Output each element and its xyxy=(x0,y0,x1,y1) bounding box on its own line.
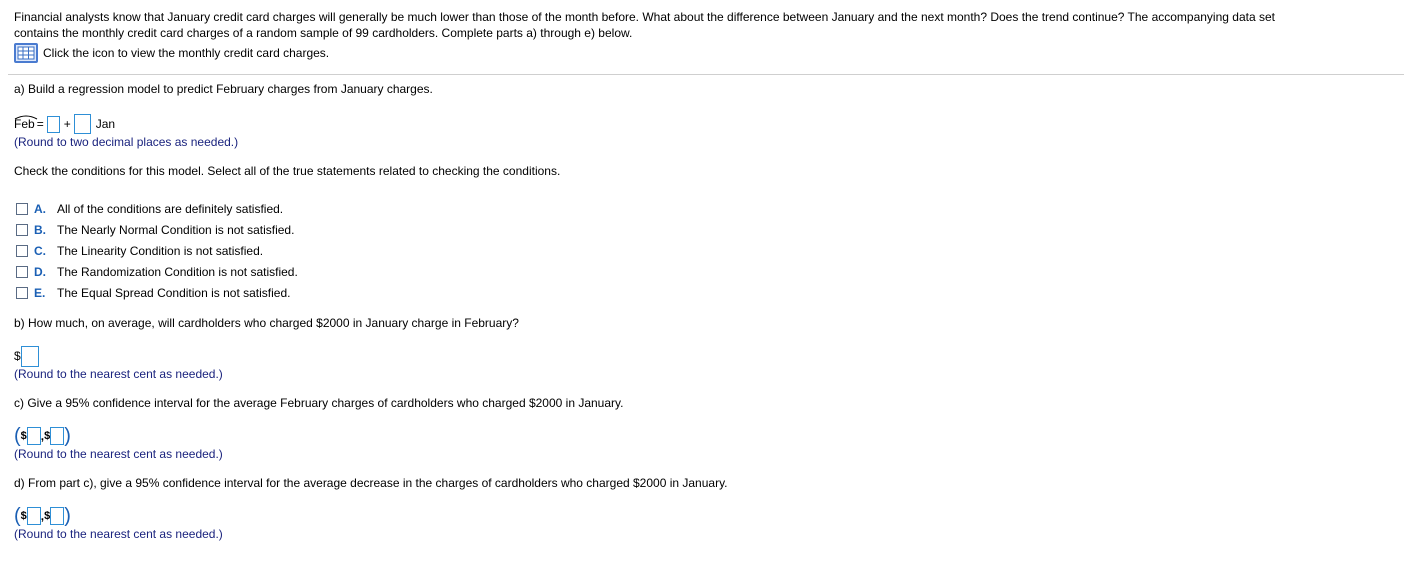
option-e-checkbox[interactable] xyxy=(16,287,28,299)
intro-line-1: Financial analysts know that January credit card charges will generally be much lower than those of the month before. What about the difference between January and the next month? Does the trend continue? The accompanying data set xyxy=(14,10,1275,24)
dollar-sign-upper: $ xyxy=(44,430,51,442)
intro-line-2: contains the monthly credit card charges of a random sample of 99 cardholders. Complete parts a) through e) below. xyxy=(14,26,633,40)
option-c-checkbox[interactable] xyxy=(16,245,28,257)
close-paren: ) xyxy=(64,425,71,447)
option-c-letter: C. xyxy=(34,244,46,258)
dollar-sign-upper: $ xyxy=(44,510,51,522)
slope-input[interactable] xyxy=(74,114,91,134)
option-c-text: The Linearity Condition is not satisfied. xyxy=(57,244,264,258)
hat-icon xyxy=(14,114,38,120)
option-e-letter: E. xyxy=(34,286,46,300)
option-b-checkbox[interactable] xyxy=(16,224,28,236)
option-b-letter: B. xyxy=(34,223,46,237)
option-a-text: All of the conditions are definitely satisfied. xyxy=(57,202,284,216)
option-d-checkbox[interactable] xyxy=(16,266,28,278)
conditions-prompt: Check the conditions for this model. Select all of the true statements related to checking the conditions. xyxy=(14,164,561,178)
data-table-icon[interactable] xyxy=(14,43,38,63)
open-paren: ( xyxy=(14,425,21,447)
section-divider xyxy=(8,74,1404,75)
option-b-text: The Nearly Normal Condition is not satisfied. xyxy=(57,223,295,237)
part-c-round-note: (Round to the nearest cent as needed.) xyxy=(14,447,223,461)
part-b-round-note: (Round to the nearest cent as needed.) xyxy=(14,367,223,381)
dollar-sign: $ xyxy=(14,349,21,363)
comma: , xyxy=(40,429,45,443)
dollar-sign-lower: $ xyxy=(20,510,27,522)
part-d-round-note: (Round to the nearest cent as needed.) xyxy=(14,527,223,541)
dollar-sign-lower: $ xyxy=(20,430,27,442)
close-paren: ) xyxy=(64,505,71,527)
regression-equation xyxy=(14,114,115,134)
part-d-interval-row xyxy=(14,505,71,527)
jan-label: Jan xyxy=(95,117,116,131)
option-d-text: The Randomization Condition is not satisfied. xyxy=(57,265,298,279)
part-c-question: c) Give a 95% confidence interval for the average February charges of cardholders who charged $2000 in January. xyxy=(14,396,624,410)
plus-sign: + xyxy=(63,117,71,131)
option-a-letter: A. xyxy=(34,202,46,216)
part-b-question: b) How much, on average, will cardholders who charged $2000 in January charge in February? xyxy=(14,316,519,330)
part-a-round-note: (Round to two decimal places as needed.) xyxy=(14,135,239,149)
part-b-answer-row xyxy=(14,345,39,367)
option-d-letter: D. xyxy=(34,265,46,279)
intercept-input[interactable] xyxy=(47,116,60,133)
feb-hat-label: Feb xyxy=(14,117,35,131)
part-c-upper-input[interactable] xyxy=(50,427,64,445)
part-d-question: d) From part c), give a 95% confidence interval for the average decrease in the charges of cardholders who charged $2000 in January. xyxy=(14,476,728,490)
part-c-interval-row xyxy=(14,425,71,447)
part-d-lower-input[interactable] xyxy=(27,507,41,525)
part-a-question: a) Build a regression model to predict February charges from January charges. xyxy=(14,82,433,96)
part-c-lower-input[interactable] xyxy=(27,427,41,445)
option-e-text: The Equal Spread Condition is not satisfied. xyxy=(57,286,291,300)
view-data-link-text[interactable]: Click the icon to view the monthly credit card charges. xyxy=(43,46,330,60)
part-b-answer-input[interactable] xyxy=(21,346,39,367)
part-d-upper-input[interactable] xyxy=(50,507,64,525)
equals-sign: = xyxy=(36,117,44,131)
option-a-checkbox[interactable] xyxy=(16,203,28,215)
comma: , xyxy=(40,509,45,523)
open-paren: ( xyxy=(14,505,21,527)
